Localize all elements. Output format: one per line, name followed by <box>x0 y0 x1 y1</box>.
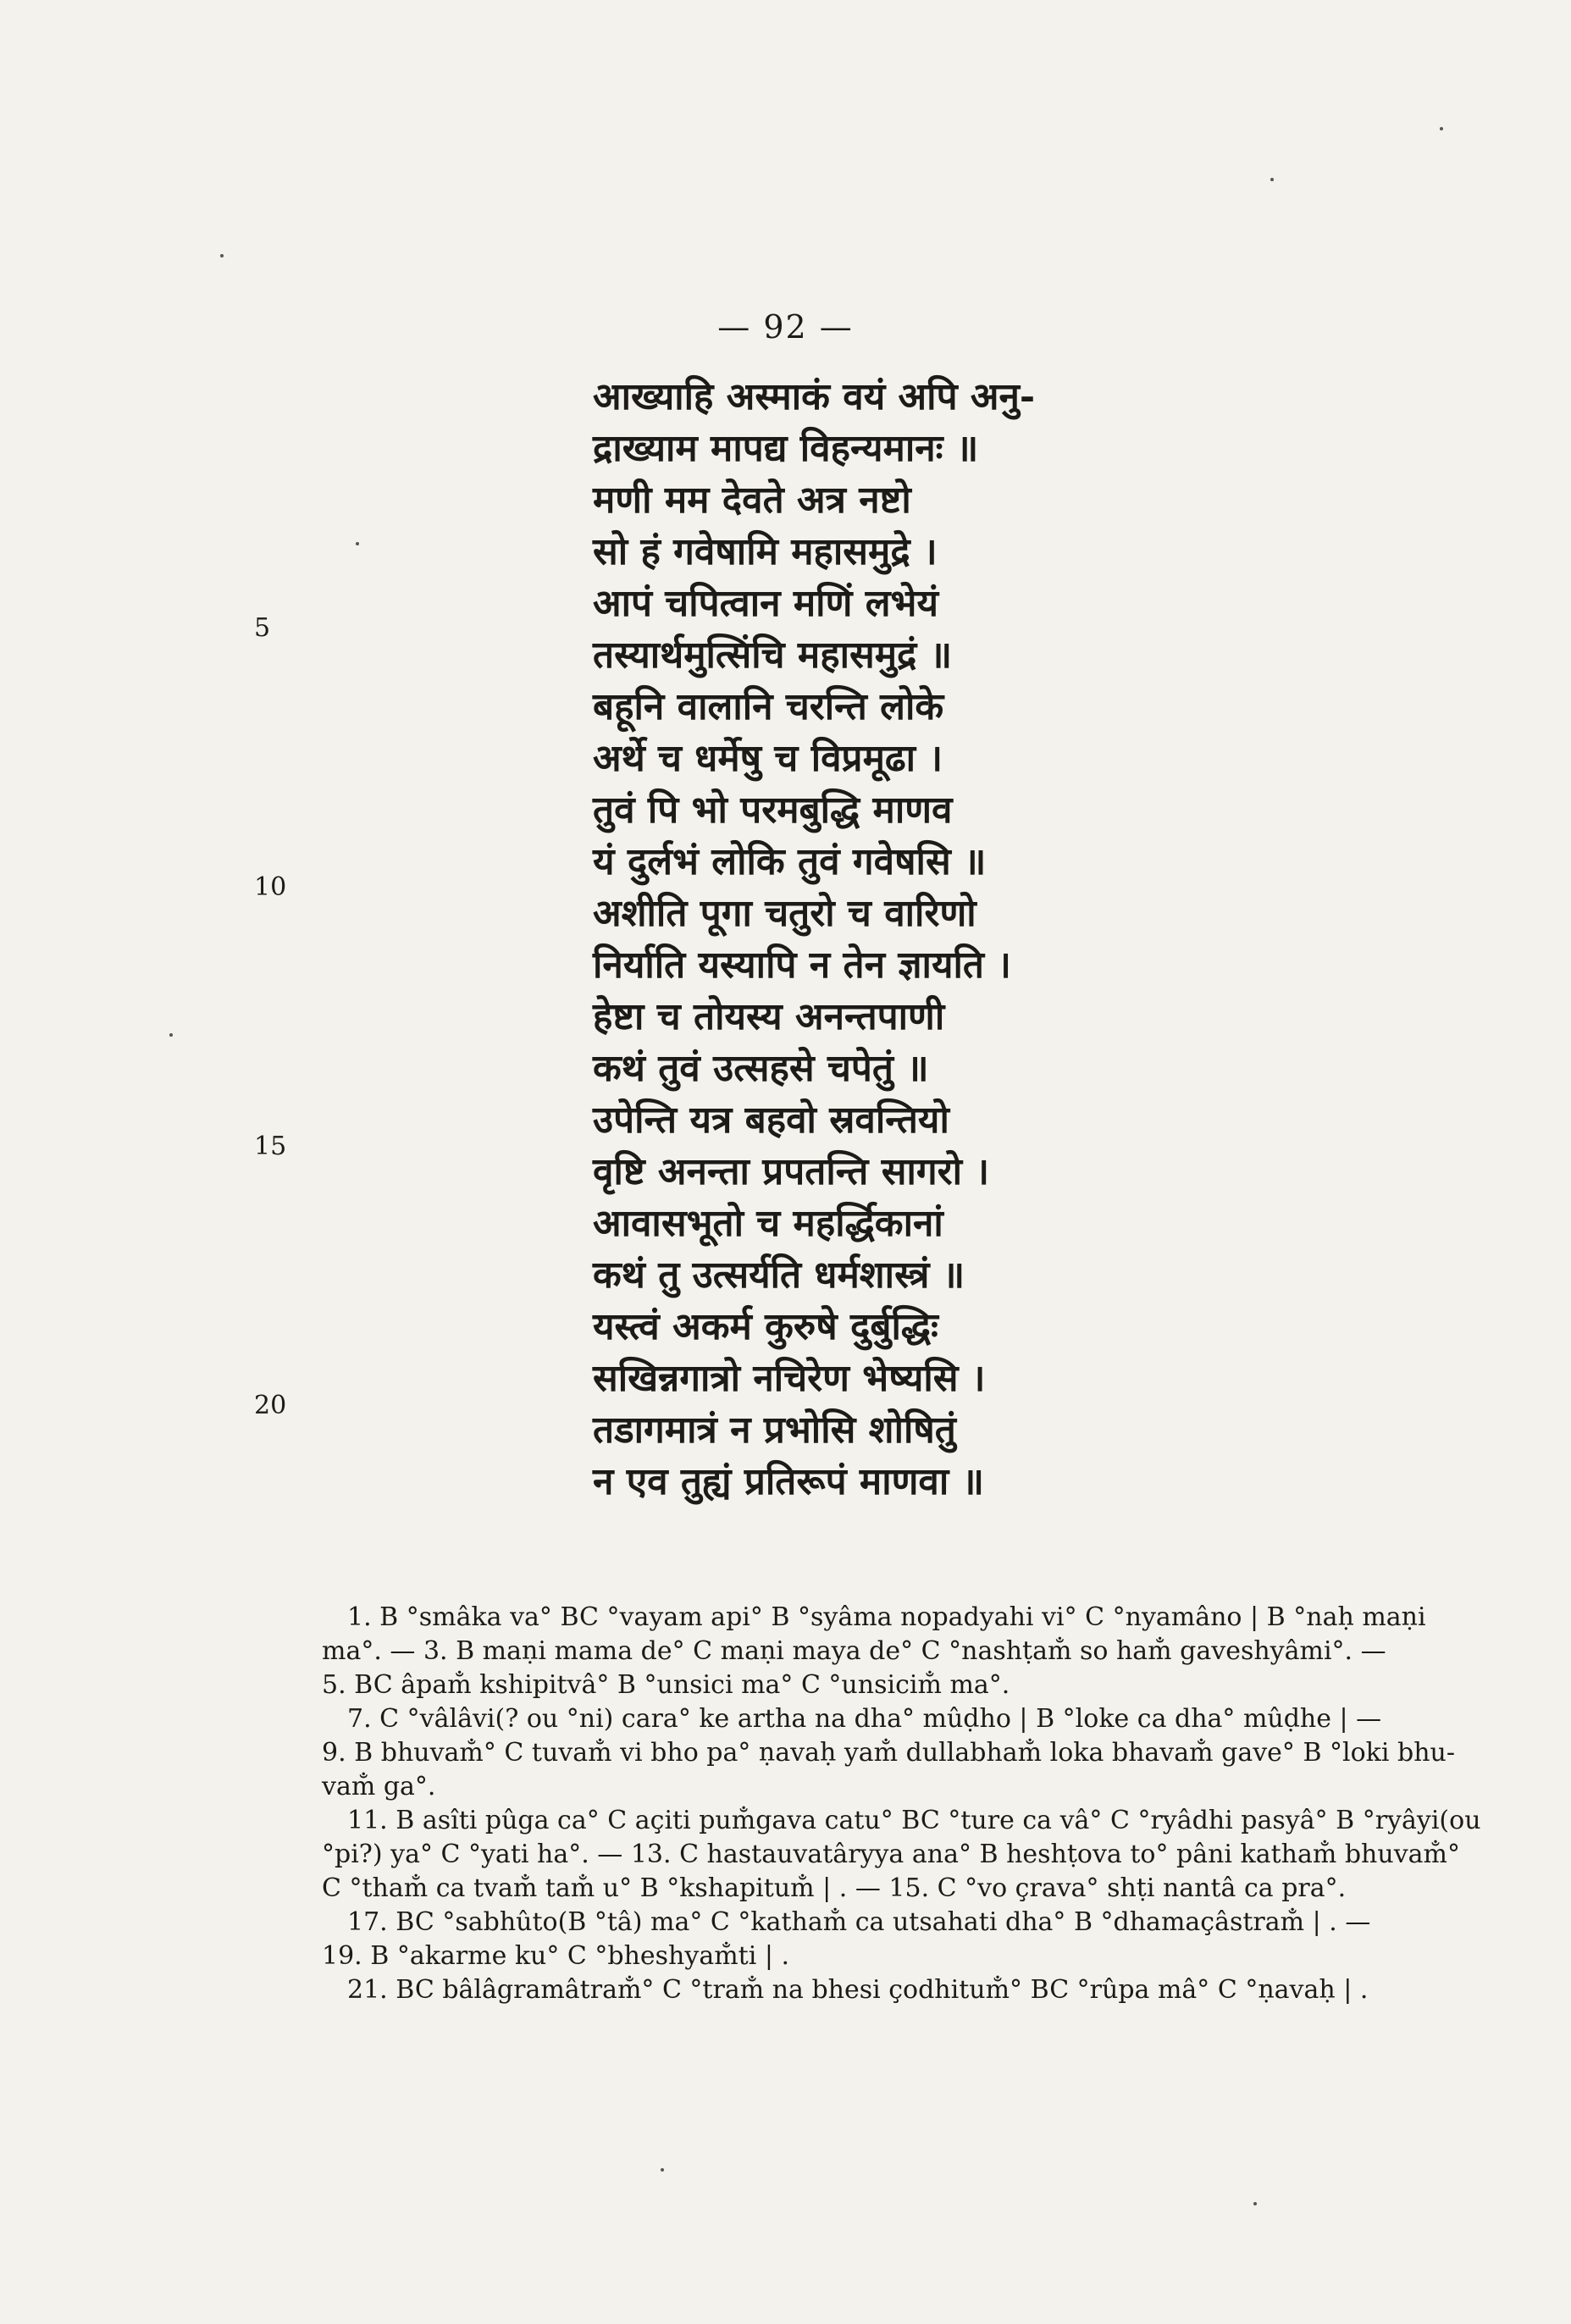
paper-speck <box>661 2168 664 2172</box>
verse-line: यं दुर्लभं लोकि तुवं गवेषसि ॥ <box>593 840 987 883</box>
footnote-line: 5. BC âpam̐ kshipitvâ° B °unsici ma° C °unsicim̐ ma°. <box>322 1670 1010 1700</box>
footnote-line: vam̐ ga°. <box>322 1772 436 1801</box>
verse-line: मणी मम देवते अत्र नष्टो <box>593 479 911 522</box>
verse-line: बहूनि वालानि चरन्ति लोके <box>593 685 944 728</box>
verse-line: सखिन्नगात्रो नचिरेण भेष्यसि । <box>593 1357 986 1400</box>
verse-line: तस्यार्थमुत्सिंचि महासमुद्रं ॥ <box>593 634 953 677</box>
footnote-line: 1. B °smâka va° BC °vayam api° B °syâma nopadyahi vi° C °nyamâno | B °naḥ maṇi <box>347 1602 1426 1632</box>
line-number-5: 5 <box>254 613 271 643</box>
verse-line: कथं तु उत्सर्यति धर्मशास्त्रं ॥ <box>593 1253 965 1297</box>
line-number-20: 20 <box>254 1391 287 1420</box>
line-number-10: 10 <box>254 872 287 902</box>
footnotes-apparatus <box>322 1601 1481 2007</box>
line-number-15: 15 <box>254 1132 287 1161</box>
verse-line: उपेन्ति यत्र बहवो स्रवन्तियो <box>593 1098 949 1142</box>
paper-speck <box>220 254 224 257</box>
footnote-line: 9. B bhuvam̐° C tuvam̐ vi bho pa° ṇavaḥ yam̐ dullabham̐ loka bhavam̐ gave° B °loki bhu- <box>322 1738 1455 1768</box>
footnote-line: 11. B asîti pûga ca° C açiti pum̐gava catu° BC °ture ca vâ° C °ryâdhi pasyâ° B °ryâyi(ou <box>347 1806 1481 1835</box>
verse-line: निर्याति यस्यापि न तेन ज्ञायति । <box>593 943 1011 987</box>
footnote-line: °pi?) ya° C °yati ha°. — 13. C hastauvatâryya ana° B heshṭova to° pâni katham̐ bhuvam̐° <box>322 1840 1460 1869</box>
verse-line: आख्याहि अस्माकं वयं अपि अनु- <box>593 375 1036 418</box>
footnote-line: C °tham̐ ca tvam̐ tam̐ u° B °kshapitum̐ | . — 15. C °vo çrava° shṭi nantâ ca pra°. <box>322 1873 1347 1903</box>
verse-line: यस्त्वं अकर्म कुरुषे दुर्बुद्धिः <box>593 1305 938 1348</box>
paper-speck <box>1270 178 1274 181</box>
paper-speck <box>169 1033 173 1037</box>
verse-line: सो हं गवेषामि महासमुद्रे । <box>593 530 938 573</box>
verse-line: अशीति पूगा चतुरो च वारिणो <box>593 892 976 935</box>
paper-speck <box>1253 2202 1257 2205</box>
paper-speck <box>356 542 359 545</box>
verse-line: कथं तुवं उत्सहसे चपेतुं ॥ <box>593 1047 929 1090</box>
verse-line: तडागमात्रं न प्रभोसि शोषितुं <box>593 1408 956 1452</box>
verse-line: न एव तुह्यं प्रतिरूपं माणवा ॥ <box>593 1460 984 1503</box>
verse-line: द्राख्याम मापद्य विहन्यमानः ॥ <box>593 427 979 470</box>
verse-line: अर्थे च धर्मेषु च विप्रमूढा । <box>593 737 943 780</box>
footnote-line: 21. BC bâlâgramâtram̐° C °tram̐ na bhesi çodhitum̐° BC °rûpa mâ° C °ṇavaḥ | . <box>347 1975 1369 2005</box>
footnote-line: 7. C °vâlâvi(? ou °ni) cara° ke artha na dha° mûḍho | B °loke ca dha° mûḍhe | — <box>347 1704 1382 1734</box>
verse-line: तुवं पि भो परमबुद्धि माणव <box>593 788 953 832</box>
verse-line: वृष्टि अनन्ता प्रपतन्ति सागरो । <box>593 1150 990 1193</box>
verse-line: आवासभूतो च महर्द्धिकानां <box>593 1202 943 1245</box>
footnote-line: 19. B °akarme ku° C °bheshyam̐ti | . <box>322 1941 790 1971</box>
verse-line: हेष्टा च तोयस्य अनन्तपाणी <box>593 995 945 1038</box>
paper-speck <box>1440 127 1443 130</box>
verse-line: आपं चपित्वान मणिं लभेयं <box>593 582 938 625</box>
verse-block <box>593 371 1143 1508</box>
page-number: — 92 — <box>717 308 854 346</box>
footnote-line: ma°. — 3. B maṇi mama de° C maṇi maya de° C °nashṭam̐ so ham̐ gaveshyâmi°. — <box>322 1636 1386 1666</box>
footnote-line: 17. BC °sabhûto(B °tâ) ma° C °katham̐ ca utsahati dha° B °dhamaçâstram̐ | . — <box>347 1907 1371 1937</box>
